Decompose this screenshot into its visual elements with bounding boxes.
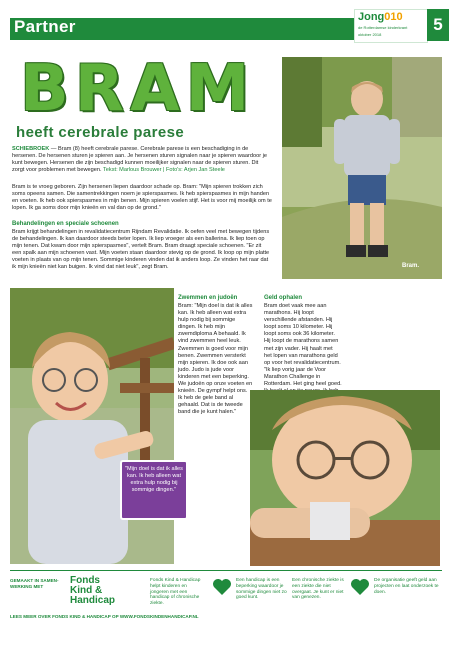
heart-icon bbox=[212, 578, 232, 596]
paragraph-2: Bram is te vroeg geboren. Zijn hersenen liepen daardoor schade op. Bram: "Mijn spieren trokken zich soms opeens samen. Die samentrekkingen noem je spierspasmes. Ik heb spierspasmes in mijn handen en voeten. Ik heb ook spierspasmes in mijn benen. Mijn spieren voelen stijf. Het is voor mij moeilijk om te lopen. Ik ga soms door mijn knieën en val dan op de grond." bbox=[12, 184, 272, 212]
photo-bram-playground bbox=[10, 288, 174, 564]
info-box-1: Fonds Kind & Handicap helpt kinderen en jongeren met een handicap of chronische ziekte. bbox=[150, 578, 201, 607]
logo-line-2: Kind & bbox=[70, 585, 103, 596]
section-text-fundraising: Bram doet vaak mee aan marathons. Hij loopt verschillende afstanden. Hij loopt soms 10 kilometer. Hij loopt soms ook 36 kilometer. Hij loopt de marathons samen met zijn vader. Hij haalt met het lopen van marathons geld op voor het revalidatiecentrum. "Ik liep vorig jaar de Voor Marathon Challenge in Rotterdam. Het ging heel goed. bbox=[264, 303, 342, 388]
logo-line-3: Handicap bbox=[70, 595, 116, 606]
intro-paragraph bbox=[12, 146, 272, 174]
section-text-swimming: Bram: "Mijn doel is dat ik alles kan. Ik heb alleen wat extra hulp nodig bij sommige dingen. Ik heb mijn zwemdiploma A behaald. Ik vind zwemmen heel leuk. Zwemmen is goed voor mijn benen. Zwemmen versterkt mijn spieren. Ik doe ook aan judo. Judo is jude voor kinderen met een beperking. We judoën op onze voeten en knieën. De gympf helpt ons. Ik heb de gele band al gehaald. Dat is de tweede band die je kunt halen." bbox=[178, 303, 253, 416]
logo-line-1: Fonds bbox=[70, 575, 100, 586]
article-title: BRAM bbox=[20, 52, 256, 126]
section-heading-treatments: Behandelingen en speciale schoenen bbox=[12, 221, 119, 227]
page-number: 5 bbox=[427, 9, 449, 41]
partnership-label: GEMAAKT IN SAMEN-WERKING MET bbox=[10, 578, 59, 589]
photo-bram-closeup bbox=[250, 390, 440, 566]
credit-line: Tekst: Marlous Brouwer | Foto's: Arjen Jan Steele bbox=[103, 167, 225, 174]
footer-divider bbox=[10, 570, 442, 571]
logo-subtitle: de Rotterdamse kinderkrant bbox=[358, 25, 408, 30]
section-title: Partner bbox=[14, 17, 76, 36]
issue-date: oktober 2018 bbox=[358, 32, 382, 37]
logo-num: 010 bbox=[384, 11, 403, 23]
photo-caption: Bram. bbox=[402, 263, 420, 269]
fonds-kind-handicap-logo bbox=[70, 576, 115, 606]
dateline: SCHIEBROEK bbox=[12, 146, 50, 152]
info-box-2: Een handicap is een beperking waardoor je sommige dingen niet zo goed kunt. bbox=[236, 578, 287, 601]
intro-text: — Bram (8) heeft cerebrale parese. Cerebrale parese is een beschadiging in de hersenen. De hersenen sturen je spieren aan. Je hersenen sturen signalen naar je spieren waardoor je kunt bewegen. Hersenen die zijn beschadigd kunnen moeilijker signalen naar de spieren sturen. Dit zorgt voor problemen met bewegen. bbox=[12, 146, 267, 174]
photo-bram-standing bbox=[282, 57, 442, 279]
footer-url[interactable]: LEES MEER OVER FONDS KIND & HANDICAP OP WWW.FONDSKINDENHANDICAP.NL bbox=[10, 614, 199, 619]
info-box-4: De organisatie geeft geld aan projecten en laat onderzoek te doen. bbox=[374, 578, 439, 595]
jong010-logo bbox=[358, 11, 403, 23]
section-heading-swimming: Zwemmen en judoën bbox=[178, 295, 238, 301]
section-heading-fundraising: Geld ophalen bbox=[264, 295, 303, 301]
logo-main: Jong bbox=[358, 11, 385, 23]
pull-quote: "Mijn doel is dat ik alles kan. Ik heb alleen wat extra hulp nodig bij sommige dingen." bbox=[120, 460, 188, 520]
section-text-treatments: Bram krijgt behandelingen in revalidatiecentrum Rijndam Revalidatie. Ik oefen veel met bewegen tijdens de behandelingen. Ik kan daardoor steeds beter lopen. Ik liep vroeger als een ballerina. Ik liep toen op mijn tenen. Dat kwam door mijn spierspasmes", vertelt Bram. Bram draagt speciale schoenen. "Er zit een spalk aan mijn schoenen vast. Mijn voeten staan daardoor stevig op de grond. Ik loop op mijn platte voeten in plaats van op mijn tenen. Sommige kinderen vinden dat ik anders loop. Ze vinden het raar dat ik mijn knieën niet kan buigen. Ik vind dat niet leuk", zegt Bram. bbox=[12, 229, 270, 271]
info-box-3: Een chronische ziekte is een ziekte die niet overgaat. Je kunt er niet van genezen. bbox=[292, 578, 344, 601]
heart-icon bbox=[350, 578, 370, 596]
article-subtitle: heeft cerebrale parese bbox=[16, 124, 185, 141]
